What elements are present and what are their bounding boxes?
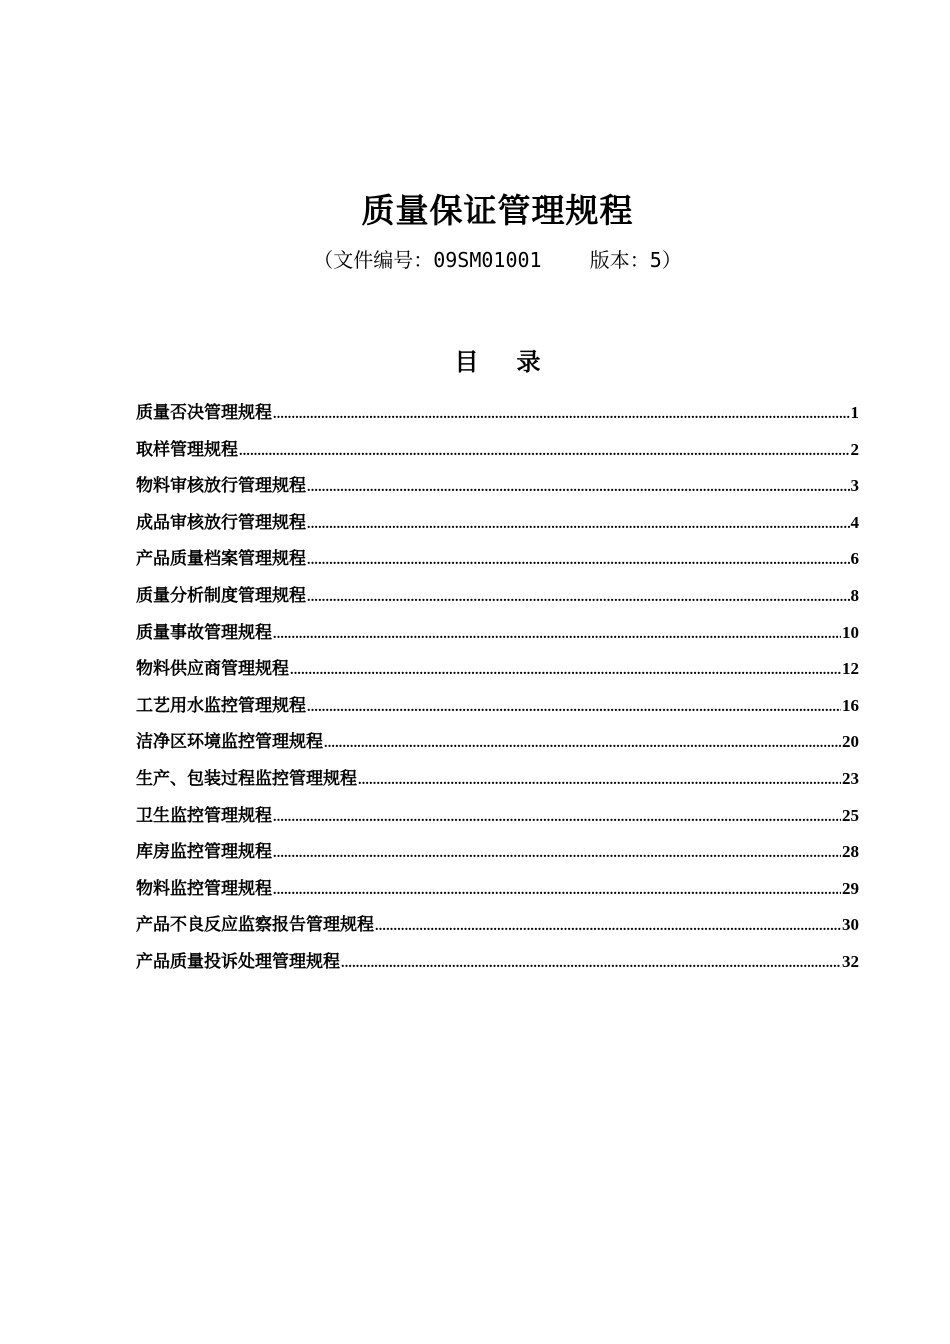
table-of-contents — [136, 397, 859, 983]
toc-entry-page: 10 — [842, 622, 859, 642]
toc-entry[interactable] — [136, 470, 859, 507]
toc-entry-label: 库房监控管理规程 — [136, 842, 272, 863]
toc-entry[interactable] — [136, 726, 859, 763]
toc-entry[interactable] — [136, 763, 859, 800]
toc-entry-label: 卫生监控管理规程 — [136, 805, 272, 826]
toc-entry-label: 产品质量投诉处理管理规程 — [136, 951, 340, 972]
toc-entry[interactable] — [136, 690, 859, 727]
toc-entry-label: 洁净区环境监控管理规程 — [136, 732, 323, 753]
toc-entry-page: 4 — [850, 512, 859, 532]
toc-entry-label: 质量分析制度管理规程 — [136, 585, 306, 606]
toc-entry[interactable] — [136, 580, 859, 617]
toc-entry-label: 生产、包装过程监控管理规程 — [136, 768, 357, 789]
toc-entry-page: 30 — [842, 915, 859, 935]
toc-entry-page: 3 — [850, 476, 859, 496]
toc-heading-char-1: 目 — [454, 348, 479, 376]
toc-entry[interactable] — [136, 397, 859, 434]
toc-entry-page: 28 — [842, 842, 859, 862]
toc-entry-label: 成品审核放行管理规程 — [136, 512, 306, 533]
toc-leader-dots — [341, 948, 841, 980]
toc-leader-dots — [290, 655, 841, 687]
toc-leader-dots — [273, 875, 841, 907]
toc-entry-page: 29 — [842, 878, 859, 898]
toc-entry[interactable] — [136, 800, 859, 837]
toc-leader-dots — [273, 838, 841, 870]
toc-entry-label: 物料监控管理规程 — [136, 878, 272, 899]
document-subtitle: （文件编号：09SM01001 版本：5） — [313, 248, 682, 272]
toc-entry-page: 32 — [842, 951, 859, 971]
toc-entry-label: 物料审核放行管理规程 — [136, 476, 306, 497]
document-title: 质量保证管理规程 — [361, 191, 634, 230]
toc-entry[interactable] — [136, 946, 859, 983]
toc-entry-label: 质量事故管理规程 — [136, 622, 272, 643]
toc-entry[interactable] — [136, 543, 859, 580]
toc-entry-label: 产品质量档案管理规程 — [136, 549, 306, 570]
toc-entry[interactable] — [136, 507, 859, 544]
toc-entry-page: 2 — [850, 439, 859, 459]
toc-leader-dots — [307, 545, 850, 577]
toc-leader-dots — [307, 692, 841, 724]
toc-entry-page: 20 — [842, 732, 859, 752]
toc-entry[interactable] — [136, 873, 859, 910]
toc-heading-char-2: 录 — [516, 348, 541, 376]
toc-entry-label: 质量否决管理规程 — [136, 403, 272, 423]
toc-leader-dots — [273, 399, 850, 431]
toc-entry-page: 25 — [842, 805, 859, 825]
toc-heading — [0, 344, 950, 380]
toc-entry[interactable] — [136, 653, 859, 690]
toc-entry-page: 16 — [842, 695, 859, 715]
toc-entry-label: 取样管理规程 — [136, 439, 238, 460]
toc-entry-page: 6 — [850, 549, 859, 569]
toc-entry[interactable] — [136, 836, 859, 873]
toc-entry-page: 1 — [850, 403, 859, 422]
toc-entry-label: 物料供应商管理规程 — [136, 659, 289, 680]
toc-entry-label: 产品不良反应监察报告管理规程 — [136, 915, 374, 936]
toc-leader-dots — [358, 765, 841, 797]
toc-entry-page: 12 — [842, 659, 859, 679]
toc-leader-dots — [273, 619, 841, 651]
toc-leader-dots — [324, 728, 841, 760]
toc-entry[interactable] — [136, 434, 859, 471]
toc-entry-page: 8 — [850, 585, 859, 605]
toc-leader-dots — [239, 436, 850, 468]
toc-leader-dots — [273, 802, 841, 834]
toc-leader-dots — [307, 509, 850, 541]
toc-entry-label: 工艺用水监控管理规程 — [136, 695, 306, 716]
toc-entry[interactable] — [136, 909, 859, 946]
toc-entry-page: 23 — [842, 768, 859, 788]
toc-leader-dots — [375, 911, 841, 943]
toc-entry[interactable] — [136, 617, 859, 654]
toc-leader-dots — [307, 582, 850, 614]
toc-leader-dots — [307, 472, 850, 504]
